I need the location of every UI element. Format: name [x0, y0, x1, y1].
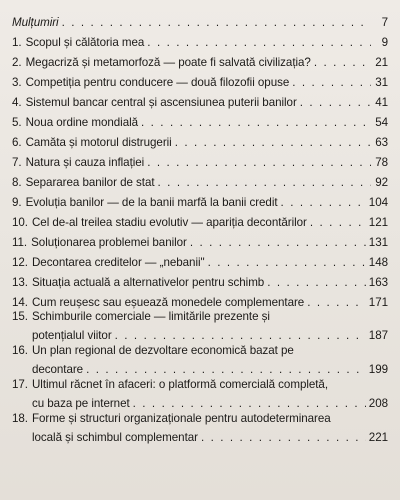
- toc-page-number: 121: [368, 216, 388, 229]
- toc-entry-title: Cum reușesc sau eșuează monedele complementare: [31, 296, 305, 309]
- toc-entry-title: Natura și cauza inflației: [25, 156, 145, 169]
- toc-entry: [12, 50, 388, 70]
- toc-entry-title: Un plan regional de dezvoltare economică bazat pe: [31, 344, 294, 357]
- toc-entry-line: [32, 412, 388, 426]
- toc-entry-text: [26, 56, 388, 70]
- toc-entry: [12, 130, 388, 150]
- dot-leader: [62, 16, 371, 30]
- dot-leader: [314, 56, 371, 70]
- toc-entry: [12, 230, 388, 250]
- toc-entry-text: [31, 236, 388, 250]
- dot-leader: [115, 329, 366, 343]
- toc-entry-title: Ultimul răcnet în afaceri: o platformă comercială completă,: [31, 378, 329, 391]
- toc-page-number: 54: [375, 116, 388, 129]
- toc-entry-line: [26, 76, 388, 90]
- toc-entry: [12, 150, 388, 170]
- dot-leader: [310, 216, 366, 230]
- toc-entry-number: 15.: [12, 310, 28, 323]
- toc-entry: [12, 344, 388, 378]
- toc-page-number: 187: [368, 329, 388, 342]
- toc-entry-text: [32, 296, 388, 310]
- toc-entry-line: [32, 363, 388, 377]
- toc-page-number: 148: [368, 256, 388, 269]
- toc-entry-line: [32, 344, 388, 358]
- toc-page-number: 171: [368, 296, 388, 309]
- toc-page-number: 92: [375, 176, 388, 189]
- toc-entry: [12, 378, 388, 412]
- dot-leader: [190, 236, 366, 250]
- toc-entry-line: [26, 116, 388, 130]
- toc-entry-text: [26, 76, 388, 90]
- toc-entry-number: 14.: [12, 296, 28, 309]
- toc-entry-number: 3.: [12, 76, 22, 89]
- toc-entry-line: [32, 276, 388, 290]
- toc-entry-number: 1.: [12, 36, 22, 49]
- toc-entry-title: Competiția pentru conducere — două filozofii opuse: [25, 76, 290, 89]
- toc-entry-number: 4.: [12, 96, 22, 109]
- toc-entry-acknowledgements: [12, 7, 388, 30]
- dot-leader: [267, 276, 366, 290]
- toc-entry-title: Sistemul bancar central și ascensiunea puterii banilor: [25, 96, 297, 109]
- toc-entry-line: [26, 36, 388, 50]
- toc-entry-title: Camăta și motorul distrugerii: [25, 136, 172, 149]
- toc-entry-title: Scopul și călătoria mea: [25, 36, 145, 49]
- toc-page-number: 31: [375, 76, 388, 89]
- table-of-contents: [12, 7, 388, 446]
- toc-entry: [12, 290, 388, 310]
- toc-entry-line: [32, 329, 388, 343]
- dot-leader: [201, 431, 366, 445]
- toc-entry: [12, 90, 388, 110]
- toc-entry-number: 5.: [12, 116, 22, 129]
- toc-entry-line: [26, 56, 388, 70]
- dot-leader: [292, 76, 371, 90]
- toc-entry-line: [26, 156, 388, 170]
- toc-entry-number: 6.: [12, 136, 22, 149]
- toc-entry-text: [12, 16, 388, 30]
- toc-entry-text: [26, 196, 388, 210]
- dot-leader: [281, 196, 366, 210]
- toc-entry-line: [26, 136, 388, 150]
- toc-page-number: 7: [381, 16, 388, 29]
- toc-page-number: 78: [375, 156, 388, 169]
- toc-entry-title: decontare: [31, 363, 84, 376]
- toc-entry-line: [32, 296, 388, 310]
- toc-entry-line: [32, 256, 388, 270]
- toc-entry-title: Situația actuală a alternativelor pentru schimb: [31, 276, 265, 289]
- dot-leader: [141, 116, 371, 130]
- dot-leader: [86, 363, 366, 377]
- toc-entry-line: [31, 236, 388, 250]
- toc-entry-text: [32, 378, 388, 411]
- dot-leader: [147, 36, 371, 50]
- toc-entry-text: [26, 136, 388, 150]
- dot-leader: [300, 96, 371, 110]
- toc-entry: [12, 190, 388, 210]
- toc-entry-text: [26, 36, 388, 50]
- toc-entry-text: [32, 256, 388, 270]
- toc-entry-line: [32, 431, 388, 445]
- toc-entry: [12, 310, 388, 344]
- toc-entry-text: [26, 176, 388, 190]
- toc-entry-title: Separarea banilor de stat: [25, 176, 155, 189]
- toc-page-number: 199: [368, 363, 388, 376]
- toc-entry-line: [26, 196, 388, 210]
- toc-entry-title: Decontarea creditelor — „nebanii": [31, 256, 205, 269]
- toc-page-number: 21: [375, 56, 388, 69]
- toc-entry-number: 10.: [12, 216, 28, 229]
- toc-entry-title: Forme și structuri organizaționale pentru autodeterminarea: [31, 412, 331, 425]
- toc-entry-text: [26, 96, 388, 110]
- toc-entry-text: [26, 116, 388, 130]
- toc-entry: [12, 170, 388, 190]
- toc-entry-number: 9.: [12, 196, 22, 209]
- toc-entry: [12, 412, 388, 446]
- toc-entry-line: [32, 378, 388, 392]
- toc-entry-title: Evoluția banilor — de la banii marfă la banii credit: [25, 196, 278, 209]
- dot-leader: [158, 176, 371, 190]
- toc-entry-title: Mulțumiri: [12, 16, 59, 29]
- toc-entry: [12, 250, 388, 270]
- toc-page-number: 41: [375, 96, 388, 109]
- toc-page-number: 63: [375, 136, 388, 149]
- toc-entry-title: Schimburile comerciale — limitările prezente și: [31, 310, 270, 323]
- toc-entry-text: [26, 156, 388, 170]
- toc-entry-text: [32, 412, 388, 445]
- toc-entry-line: [32, 310, 388, 324]
- toc-entry: [12, 270, 388, 290]
- dot-leader: [307, 296, 366, 310]
- toc-entry-text: [32, 310, 388, 343]
- toc-entry-line: [12, 16, 388, 30]
- toc-entry-line: [32, 397, 388, 411]
- toc-entry-text: [32, 276, 388, 290]
- toc-page-number: 131: [368, 236, 388, 249]
- toc-entry-line: [26, 96, 388, 110]
- toc-entry-title: Noua ordine mondială: [25, 116, 139, 129]
- toc-page-number: 221: [368, 431, 388, 444]
- dot-leader: [147, 156, 371, 170]
- toc-entry-title: Cel de-al treilea stadiu evolutiv — apariția decontărilor: [31, 216, 307, 229]
- toc-page-number: 9: [381, 36, 388, 49]
- dot-leader: [208, 256, 366, 270]
- toc-page-number: 208: [368, 397, 388, 410]
- toc-entry-line: [32, 216, 388, 230]
- toc-entry: [12, 70, 388, 90]
- toc-entry-number: 18.: [12, 412, 28, 425]
- toc-entry-number: 13.: [12, 276, 28, 289]
- dot-leader: [133, 397, 366, 411]
- toc-entry-number: 11.: [12, 236, 28, 249]
- toc-entry-number: 16.: [12, 344, 28, 357]
- toc-entry-text: [32, 216, 388, 230]
- toc-entry-line: [26, 176, 388, 190]
- toc-entry-title: potențialul viitor: [31, 329, 112, 342]
- toc-page-number: 163: [368, 276, 388, 289]
- toc-entry-number: 2.: [12, 56, 22, 69]
- toc-entry-title: cu baza pe internet: [31, 397, 130, 410]
- toc-entry-number: 12.: [12, 256, 28, 269]
- toc-entry-number: 8.: [12, 176, 22, 189]
- dot-leader: [175, 136, 371, 150]
- toc-entry: [12, 110, 388, 130]
- toc-entry-number: 7.: [12, 156, 22, 169]
- toc-entry-title: Megacriză și metamorfoză — poate fi salvată civilizația?: [25, 56, 311, 69]
- toc-entry: [12, 30, 388, 50]
- toc-page-number: 104: [368, 196, 388, 209]
- toc-entry-title: locală și schimbul complementar: [31, 431, 198, 444]
- toc-entry-title: Soluționarea problemei banilor: [31, 236, 187, 249]
- toc-entry-number: 17.: [12, 378, 28, 391]
- toc-entry-text: [32, 344, 388, 377]
- toc-entry: [12, 210, 388, 230]
